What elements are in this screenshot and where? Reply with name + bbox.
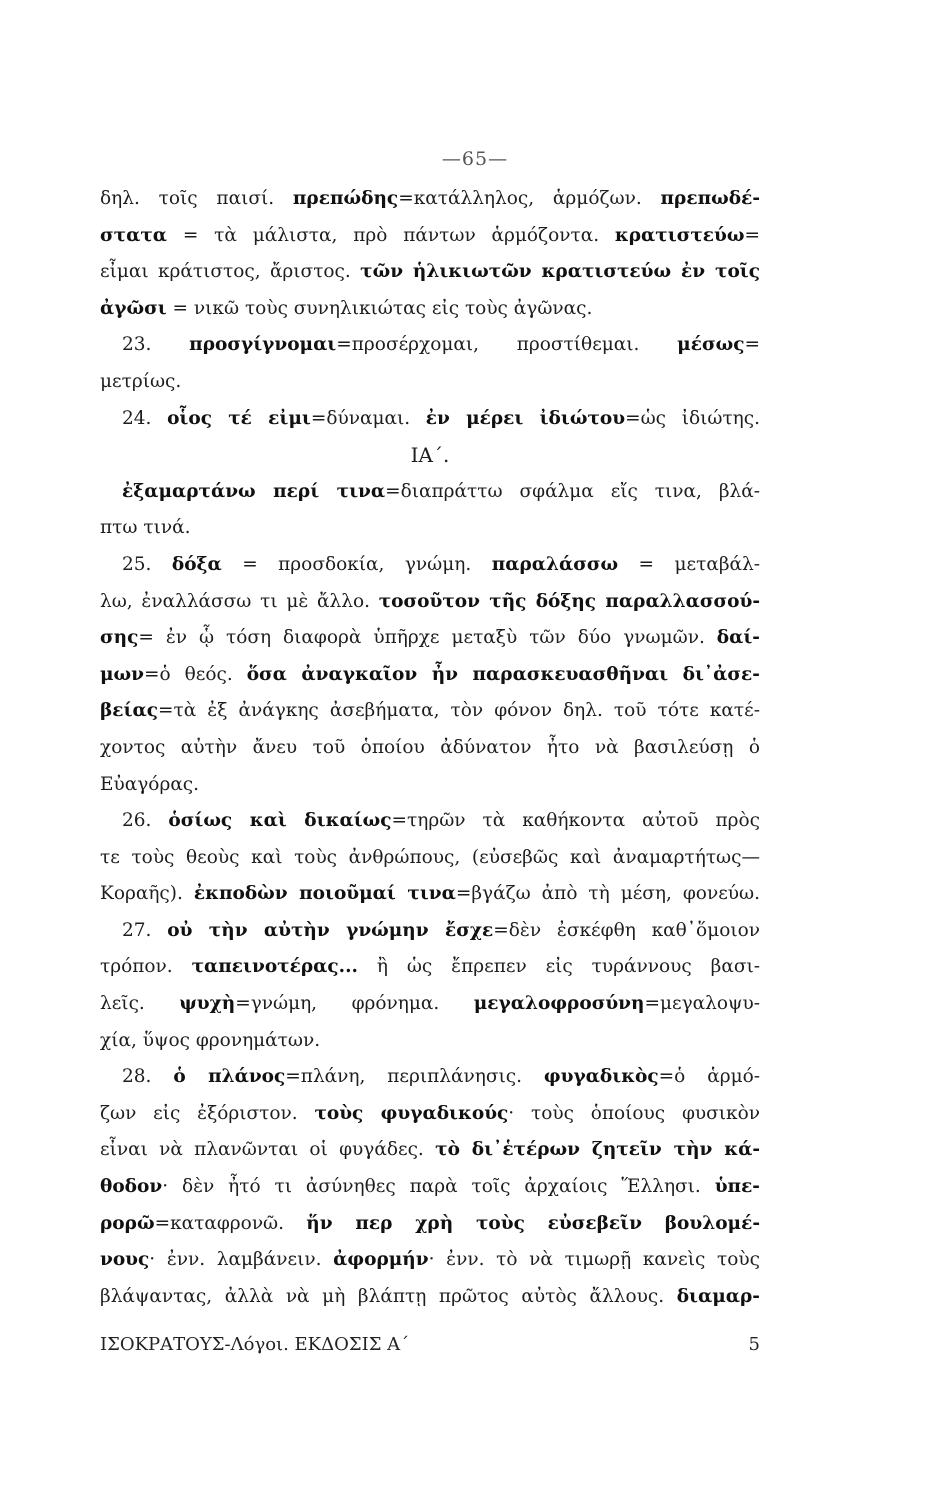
gloss-text: =διαπράττω σφάλμα εἴς τινα, βλά- (385, 480, 760, 502)
gloss-text: · τοὺς ὁποίους φυσικὸν (508, 1102, 760, 1124)
text-line (100, 254, 760, 291)
gloss-text: 25. (122, 553, 172, 575)
lemma-term: ταπεινοτέρας... (191, 956, 358, 978)
gloss-text: =ὡς ἰδιώτης. (625, 407, 760, 429)
gloss-text: πτω τινά. (100, 517, 191, 539)
signature-mark: 5 (748, 1334, 760, 1355)
lemma-term: σης (100, 627, 139, 649)
text-line (100, 949, 760, 986)
gloss-text: εἶμαι κράτιστος, ἄριστος. (100, 261, 361, 283)
gloss-text: · δὲν ἦτό τι ἀσύνηθες παρὰ τοῖς ἀρχαίοις Ἕλλησι. (162, 1176, 715, 1198)
lemma-term: μέσως (677, 334, 745, 356)
lemma-term: ὑπε- (714, 1176, 760, 1198)
text-line (100, 474, 760, 511)
gloss-text: λεῖς. (100, 993, 180, 1015)
gloss-text: =βγάζω ἀπὸ τὴ μέση, φονεύω. (455, 883, 760, 905)
lemma-term: πρεπώδης (292, 188, 399, 209)
text-line (100, 1279, 760, 1316)
gloss-text: μετρίως. (100, 370, 182, 392)
lemma-term: στατα (100, 224, 168, 246)
lemma-term: ἀγῶσι (100, 297, 167, 319)
lemma-term: τοσοῦτον τῆς δόξης παραλλασσού- (378, 590, 760, 612)
lemma-term: ἀφορμήν (333, 1249, 429, 1271)
gloss-text: =κατάλληλος, ἁρμόζων. (398, 188, 661, 209)
gloss-text: χία, ὕψος φρονημάτων. (100, 1029, 321, 1051)
gloss-text: ζων εἰς ἐξόριστον. (100, 1102, 315, 1124)
gloss-text: · ἐνν. λαμβάνειν. (149, 1249, 334, 1271)
gloss-text: 24. (122, 407, 168, 429)
gloss-text: · ἐνν. τὸ νὰ τιμωρῇ κανεὶς τοὺς (428, 1249, 760, 1271)
text-line (100, 291, 760, 328)
gloss-text: = (744, 224, 760, 246)
text-line (100, 767, 760, 804)
text-line (100, 840, 760, 877)
gloss-text: =ὁ θεός. (144, 663, 247, 685)
lemma-term: φυγαδικὸς (543, 1066, 659, 1088)
text-line (100, 693, 760, 730)
lemma-term: διαμαρ- (676, 1285, 760, 1307)
gloss-text: =γνώμη, φρόνημα. (235, 993, 474, 1015)
lemma-term: τῶν ἡλικιωτῶν κρατιστεύω ἐν τοῖς (360, 261, 760, 283)
text-line (100, 1132, 760, 1169)
text-line (100, 510, 760, 547)
lemma-term: κρατιστεύω (614, 224, 745, 246)
gloss-text: 27. (122, 919, 168, 941)
text-line (100, 913, 760, 950)
lemma-term: δαί- (716, 627, 760, 649)
text-line (100, 620, 760, 657)
section-heading (100, 437, 760, 474)
gloss-text: =δὲν ἐσκέφθη καθ᾽ὅμοιον (493, 919, 760, 941)
lemma-term: ὁ πλάνος (173, 1066, 286, 1088)
gloss-text: Εὐαγόρας. (100, 773, 200, 795)
text-line (100, 657, 760, 694)
text-line (100, 364, 760, 401)
page-footer (100, 1334, 760, 1364)
gloss-text: τρόπον. (100, 956, 192, 978)
text-line (100, 401, 760, 438)
gloss-text: = ἐν ᾧ τόση διαφορὰ ὑπῆρχε μεταξὺ τῶν δύο γνωμῶν. (138, 627, 717, 649)
gloss-text: 28. (122, 1066, 174, 1088)
text-line (100, 547, 760, 584)
text-line (100, 1023, 760, 1060)
gloss-text: = νικῶ τοὺς συνηλικιώτας εἰς τοὺς ἀγῶνας. (166, 297, 593, 319)
gloss-text: βλάψαντας, ἀλλὰ νὰ μὴ βλάπτῃ πρῶτος αὐτὸς ἄλλους. (100, 1285, 677, 1307)
gloss-text: =τηρῶν τὰ καθήκοντα αὐτοῦ πρὸς (391, 810, 760, 832)
gloss-text: ΙΑ΄. (410, 443, 450, 468)
text-line (100, 1206, 760, 1243)
lemma-term: ὁσίως καὶ δικαίως (168, 810, 392, 832)
lemma-term: οἷος τέ εἰμι (167, 407, 311, 429)
gloss-text: =μεγαλοψυ- (644, 993, 760, 1015)
text-line (100, 803, 760, 840)
text-line (100, 1059, 760, 1096)
footer-title: ΙΣΟΚΡΑΤΟΥΣ-Λόγοι. ΕΚΔΟΣΙΣ Α΄ (100, 1334, 410, 1355)
gloss-text: =δύναμαι. (310, 407, 426, 429)
text-line (100, 181, 760, 218)
text-line (100, 876, 760, 913)
lemma-term: βείας (100, 700, 158, 722)
text-line (100, 218, 760, 255)
gloss-text: Κοραῆς). (100, 883, 194, 905)
commentary-text (100, 181, 760, 1315)
lemma-term: τὸ δι᾽ἑτέρων ζητεῖν τὴν κά- (435, 1139, 760, 1161)
lemma-term: πρεπωδέ- (660, 188, 760, 209)
lemma-term: μεγαλοφροσύνη (473, 993, 645, 1015)
text-line (100, 584, 760, 621)
lemma-term: οὐ τὴν αὐτὴν γνώμην ἔσχε (167, 919, 494, 941)
gloss-text: 26. (122, 810, 169, 832)
gloss-text: = μεταβάλ- (618, 553, 760, 575)
gloss-text: ἢ ὡς ἔπρεπεν εἰς τυράννους βασι- (357, 956, 760, 978)
lemma-term: μων (100, 663, 144, 685)
lemma-term: νους (100, 1249, 150, 1271)
lemma-term: προσγίγνομαι (189, 334, 337, 356)
gloss-text: =καταφρονῶ. (154, 1212, 307, 1234)
gloss-text: τε τοὺς θεοὺς καὶ τοὺς ἀνθρώπους, (εὐσεβῶς καὶ ἀναμαρτήτως— (100, 846, 760, 868)
text-line (100, 327, 760, 364)
gloss-text: = τὰ μάλιστα, πρὸ πάντων ἁρμόζοντα. (167, 224, 615, 246)
lemma-term: ἥν περ χρὴ τοὺς εὐσεβεῖν βουλομέ- (306, 1212, 760, 1234)
lemma-term: θοδον (100, 1176, 163, 1198)
gloss-text: =προσέρχομαι, προστίθεμαι. (336, 334, 678, 356)
gloss-text: 23. (122, 334, 190, 356)
lemma-term: ἐξαμαρτάνω περί τινα (122, 480, 386, 502)
lemma-term: ψυχὴ (179, 993, 236, 1015)
gloss-text: =ὁ ἁρμό- (658, 1066, 760, 1088)
gloss-text: =πλάνη, περιπλάνησις. (285, 1066, 544, 1088)
gloss-text: εἶναι νὰ πλανῶνται οἱ φυγάδες. (100, 1139, 436, 1161)
lemma-term: ἐκποδὼν ποιοῦμαί τινα (193, 883, 456, 905)
text-line (100, 986, 760, 1023)
gloss-text: = (744, 334, 760, 356)
text-line (100, 1242, 760, 1279)
gloss-text: δηλ. τοῖς παισί. (100, 188, 293, 209)
lemma-term: παραλάσσω (491, 553, 619, 575)
lemma-term: τοὺς φυγαδικούς (314, 1102, 509, 1124)
text-line (100, 1096, 760, 1133)
lemma-term: ἐν μέρει ἰδιώτου (425, 407, 626, 429)
gloss-text: = προσδοκία, γνώμη. (221, 553, 492, 575)
text-line (100, 730, 760, 767)
gloss-text: λω, ἐναλλάσσω τι μὲ ἄλλο. (100, 590, 379, 612)
lemma-term: ρορῶ (100, 1212, 155, 1234)
page-number: —65— (441, 148, 509, 170)
gloss-text: χοντος αὐτὴν ἄνευ τοῦ ὁποίου ἀδύνατον ἦτο νὰ βασιλεύσῃ ὁ (100, 736, 760, 758)
gloss-text: =τὰ ἐξ ἀνάγκης ἀσεβήματα, τὸν φόνον δηλ. τοῦ τότε κατέ- (157, 700, 760, 722)
text-line (100, 1169, 760, 1206)
lemma-term: δόξα (171, 553, 222, 575)
lemma-term: ὅσα ἀναγκαῖον ἦν παρασκευασθῆναι δι᾽ἀσε- (246, 663, 760, 685)
